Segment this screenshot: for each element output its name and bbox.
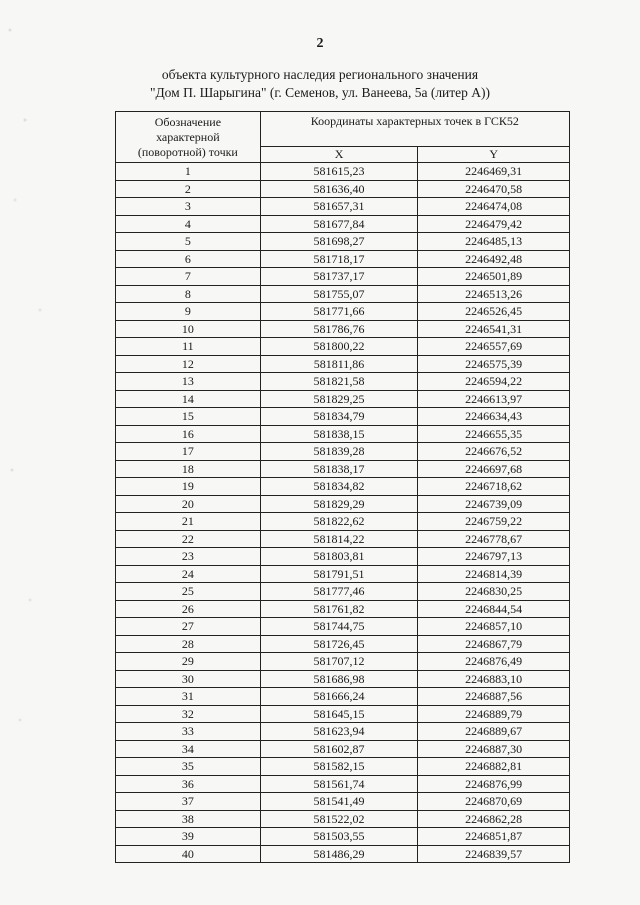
x-coordinate-cell: 581636,40: [260, 180, 418, 198]
x-coordinate-cell: 581822,62: [260, 513, 418, 531]
x-coordinate-cell: 581698,27: [260, 233, 418, 251]
table-row: [116, 530, 570, 548]
point-number-cell: 29: [116, 653, 261, 671]
y-coordinate-cell: 2246814,39: [418, 565, 570, 583]
x-coordinate-cell: 581834,82: [260, 478, 418, 496]
point-number-cell: 21: [116, 513, 261, 531]
point-number-cell: 3: [116, 198, 261, 216]
table-row: [116, 425, 570, 443]
header-point-line: (поворотной) точки: [137, 144, 238, 159]
x-coordinate-cell: 581800,22: [260, 338, 418, 356]
table-row: [116, 198, 570, 216]
y-coordinate-cell: 2246759,22: [418, 513, 570, 531]
table-row: [116, 478, 570, 496]
y-coordinate-cell: 2246797,13: [418, 548, 570, 566]
point-number-cell: 24: [116, 565, 261, 583]
table-row: [116, 845, 570, 863]
x-coordinate-cell: 581602,87: [260, 740, 418, 758]
table-row: [116, 653, 570, 671]
table-row: [116, 495, 570, 513]
table-row: [116, 758, 570, 776]
table-row: [116, 408, 570, 426]
table-row: [116, 793, 570, 811]
x-coordinate-cell: 581761,82: [260, 600, 418, 618]
x-coordinate-cell: 581623,94: [260, 723, 418, 741]
x-coordinate-cell: 581718,17: [260, 250, 418, 268]
header-coordinates: Координаты характерных точек в ГСК52: [260, 112, 569, 147]
y-coordinate-cell: 2246594,22: [418, 373, 570, 391]
coordinates-table: [115, 111, 570, 863]
point-number-cell: 11: [116, 338, 261, 356]
y-coordinate-cell: 2246876,49: [418, 653, 570, 671]
y-coordinate-cell: 2246492,48: [418, 250, 570, 268]
table-row: [116, 740, 570, 758]
table-row: [116, 215, 570, 233]
table-row: [116, 355, 570, 373]
x-coordinate-cell: 581829,29: [260, 495, 418, 513]
document-heading: [0, 66, 640, 102]
point-number-cell: 25: [116, 583, 261, 601]
y-coordinate-cell: 2246541,31: [418, 320, 570, 338]
point-number-cell: 27: [116, 618, 261, 636]
header-x: X: [260, 147, 418, 163]
table-row: [116, 443, 570, 461]
x-coordinate-cell: 581666,24: [260, 688, 418, 706]
x-coordinate-cell: 581829,25: [260, 390, 418, 408]
x-coordinate-cell: 581677,84: [260, 215, 418, 233]
y-coordinate-cell: 2246851,87: [418, 828, 570, 846]
x-coordinate-cell: 581686,98: [260, 670, 418, 688]
y-coordinate-cell: 2246882,81: [418, 758, 570, 776]
point-number-cell: 32: [116, 705, 261, 723]
x-coordinate-cell: 581803,81: [260, 548, 418, 566]
point-number-cell: 12: [116, 355, 261, 373]
header-point-designation: [116, 112, 261, 163]
x-coordinate-cell: 581645,15: [260, 705, 418, 723]
table-row: [116, 320, 570, 338]
point-number-cell: 2: [116, 180, 261, 198]
table-row: [116, 513, 570, 531]
point-number-cell: 18: [116, 460, 261, 478]
table-row: [116, 583, 570, 601]
x-coordinate-cell: 581486,29: [260, 845, 418, 863]
y-coordinate-cell: 2246469,31: [418, 163, 570, 181]
y-coordinate-cell: 2246485,13: [418, 233, 570, 251]
table-row: [116, 810, 570, 828]
x-coordinate-cell: 581786,76: [260, 320, 418, 338]
table-row: [116, 565, 570, 583]
x-coordinate-cell: 581777,46: [260, 583, 418, 601]
x-coordinate-cell: 581821,58: [260, 373, 418, 391]
point-number-cell: 39: [116, 828, 261, 846]
y-coordinate-cell: 2246739,09: [418, 495, 570, 513]
page-number: 2: [316, 36, 324, 51]
y-coordinate-cell: 2246697,68: [418, 460, 570, 478]
table-row: [116, 600, 570, 618]
header-y: Y: [418, 147, 570, 163]
x-coordinate-cell: 581838,15: [260, 425, 418, 443]
y-coordinate-cell: 2246778,67: [418, 530, 570, 548]
x-coordinate-cell: 581838,17: [260, 460, 418, 478]
x-coordinate-cell: 581707,12: [260, 653, 418, 671]
y-coordinate-cell: 2246876,99: [418, 775, 570, 793]
y-coordinate-cell: 2246887,56: [418, 688, 570, 706]
point-number-cell: 15: [116, 408, 261, 426]
y-coordinate-cell: 2246613,97: [418, 390, 570, 408]
x-coordinate-cell: 581503,55: [260, 828, 418, 846]
y-coordinate-cell: 2246867,79: [418, 635, 570, 653]
y-coordinate-cell: 2246479,42: [418, 215, 570, 233]
point-number-cell: 10: [116, 320, 261, 338]
x-coordinate-cell: 581834,79: [260, 408, 418, 426]
table-row: [116, 548, 570, 566]
point-number-cell: 16: [116, 425, 261, 443]
point-number-cell: 4: [116, 215, 261, 233]
x-coordinate-cell: 581615,23: [260, 163, 418, 181]
point-number-cell: 17: [116, 443, 261, 461]
coordinates-table-body: [116, 163, 570, 863]
table-row: [116, 828, 570, 846]
point-number-cell: 14: [116, 390, 261, 408]
table-row: [116, 338, 570, 356]
scan-edge-noise: [0, 0, 80, 905]
point-number-cell: 9: [116, 303, 261, 321]
x-coordinate-cell: 581771,66: [260, 303, 418, 321]
point-number-cell: 28: [116, 635, 261, 653]
y-coordinate-cell: 2246844,54: [418, 600, 570, 618]
table-row: [116, 303, 570, 321]
point-number-cell: 26: [116, 600, 261, 618]
y-coordinate-cell: 2246830,25: [418, 583, 570, 601]
x-coordinate-cell: 581522,02: [260, 810, 418, 828]
y-coordinate-cell: 2246887,30: [418, 740, 570, 758]
y-coordinate-cell: 2246575,39: [418, 355, 570, 373]
y-coordinate-cell: 2246634,43: [418, 408, 570, 426]
x-coordinate-cell: 581582,15: [260, 758, 418, 776]
y-coordinate-cell: 2246870,69: [418, 793, 570, 811]
table-row: [116, 460, 570, 478]
table-row: [116, 705, 570, 723]
point-number-cell: 30: [116, 670, 261, 688]
x-coordinate-cell: 581726,45: [260, 635, 418, 653]
y-coordinate-cell: 2246718,62: [418, 478, 570, 496]
x-coordinate-cell: 581541,49: [260, 793, 418, 811]
y-coordinate-cell: 2246839,57: [418, 845, 570, 863]
y-coordinate-cell: 2246513,26: [418, 285, 570, 303]
table-row: [116, 163, 570, 181]
heading-line-2: "Дом П. Шарыгина" (г. Семенов, ул. Ванеева, 5а (литер А)): [149, 85, 491, 100]
table-row: [116, 268, 570, 286]
y-coordinate-cell: 2246526,45: [418, 303, 570, 321]
table-row: [116, 233, 570, 251]
point-number-cell: 37: [116, 793, 261, 811]
point-number-cell: 38: [116, 810, 261, 828]
point-number-cell: 23: [116, 548, 261, 566]
x-coordinate-cell: 581839,28: [260, 443, 418, 461]
table-row: [116, 635, 570, 653]
table-row: [116, 775, 570, 793]
point-number-cell: 31: [116, 688, 261, 706]
header-point-line: Обозначение: [154, 114, 222, 129]
header-point-line: характерной: [156, 129, 220, 144]
y-coordinate-cell: 2246676,52: [418, 443, 570, 461]
x-coordinate-cell: 581814,22: [260, 530, 418, 548]
point-number-cell: 5: [116, 233, 261, 251]
point-number-cell: 35: [116, 758, 261, 776]
point-number-cell: 7: [116, 268, 261, 286]
point-number-cell: 8: [116, 285, 261, 303]
table-row: [116, 250, 570, 268]
table-row: [116, 180, 570, 198]
point-number-cell: 36: [116, 775, 261, 793]
y-coordinate-cell: 2246883,10: [418, 670, 570, 688]
y-coordinate-cell: 2246470,58: [418, 180, 570, 198]
table-row: [116, 688, 570, 706]
y-coordinate-cell: 2246862,28: [418, 810, 570, 828]
point-number-cell: 6: [116, 250, 261, 268]
table-row: [116, 670, 570, 688]
x-coordinate-cell: 581791,51: [260, 565, 418, 583]
table-row: [116, 390, 570, 408]
y-coordinate-cell: 2246501,89: [418, 268, 570, 286]
x-coordinate-cell: 581657,31: [260, 198, 418, 216]
y-coordinate-cell: 2246889,67: [418, 723, 570, 741]
x-coordinate-cell: 581737,17: [260, 268, 418, 286]
point-number-cell: 1: [116, 163, 261, 181]
point-number-cell: 19: [116, 478, 261, 496]
x-coordinate-cell: 581755,07: [260, 285, 418, 303]
x-coordinate-cell: 581744,75: [260, 618, 418, 636]
point-number-cell: 33: [116, 723, 261, 741]
point-number-cell: 40: [116, 845, 261, 863]
y-coordinate-cell: 2246857,10: [418, 618, 570, 636]
point-number-cell: 20: [116, 495, 261, 513]
table-row: [116, 373, 570, 391]
x-coordinate-cell: 581811,86: [260, 355, 418, 373]
table-row: [116, 618, 570, 636]
x-coordinate-cell: 581561,74: [260, 775, 418, 793]
point-number-cell: 34: [116, 740, 261, 758]
y-coordinate-cell: 2246557,69: [418, 338, 570, 356]
y-coordinate-cell: 2246474,08: [418, 198, 570, 216]
point-number-cell: 13: [116, 373, 261, 391]
point-number-cell: 22: [116, 530, 261, 548]
table-row: [116, 285, 570, 303]
y-coordinate-cell: 2246889,79: [418, 705, 570, 723]
table-row: [116, 723, 570, 741]
y-coordinate-cell: 2246655,35: [418, 425, 570, 443]
heading-line-1: объекта культурного наследия регионального значения: [161, 67, 479, 82]
